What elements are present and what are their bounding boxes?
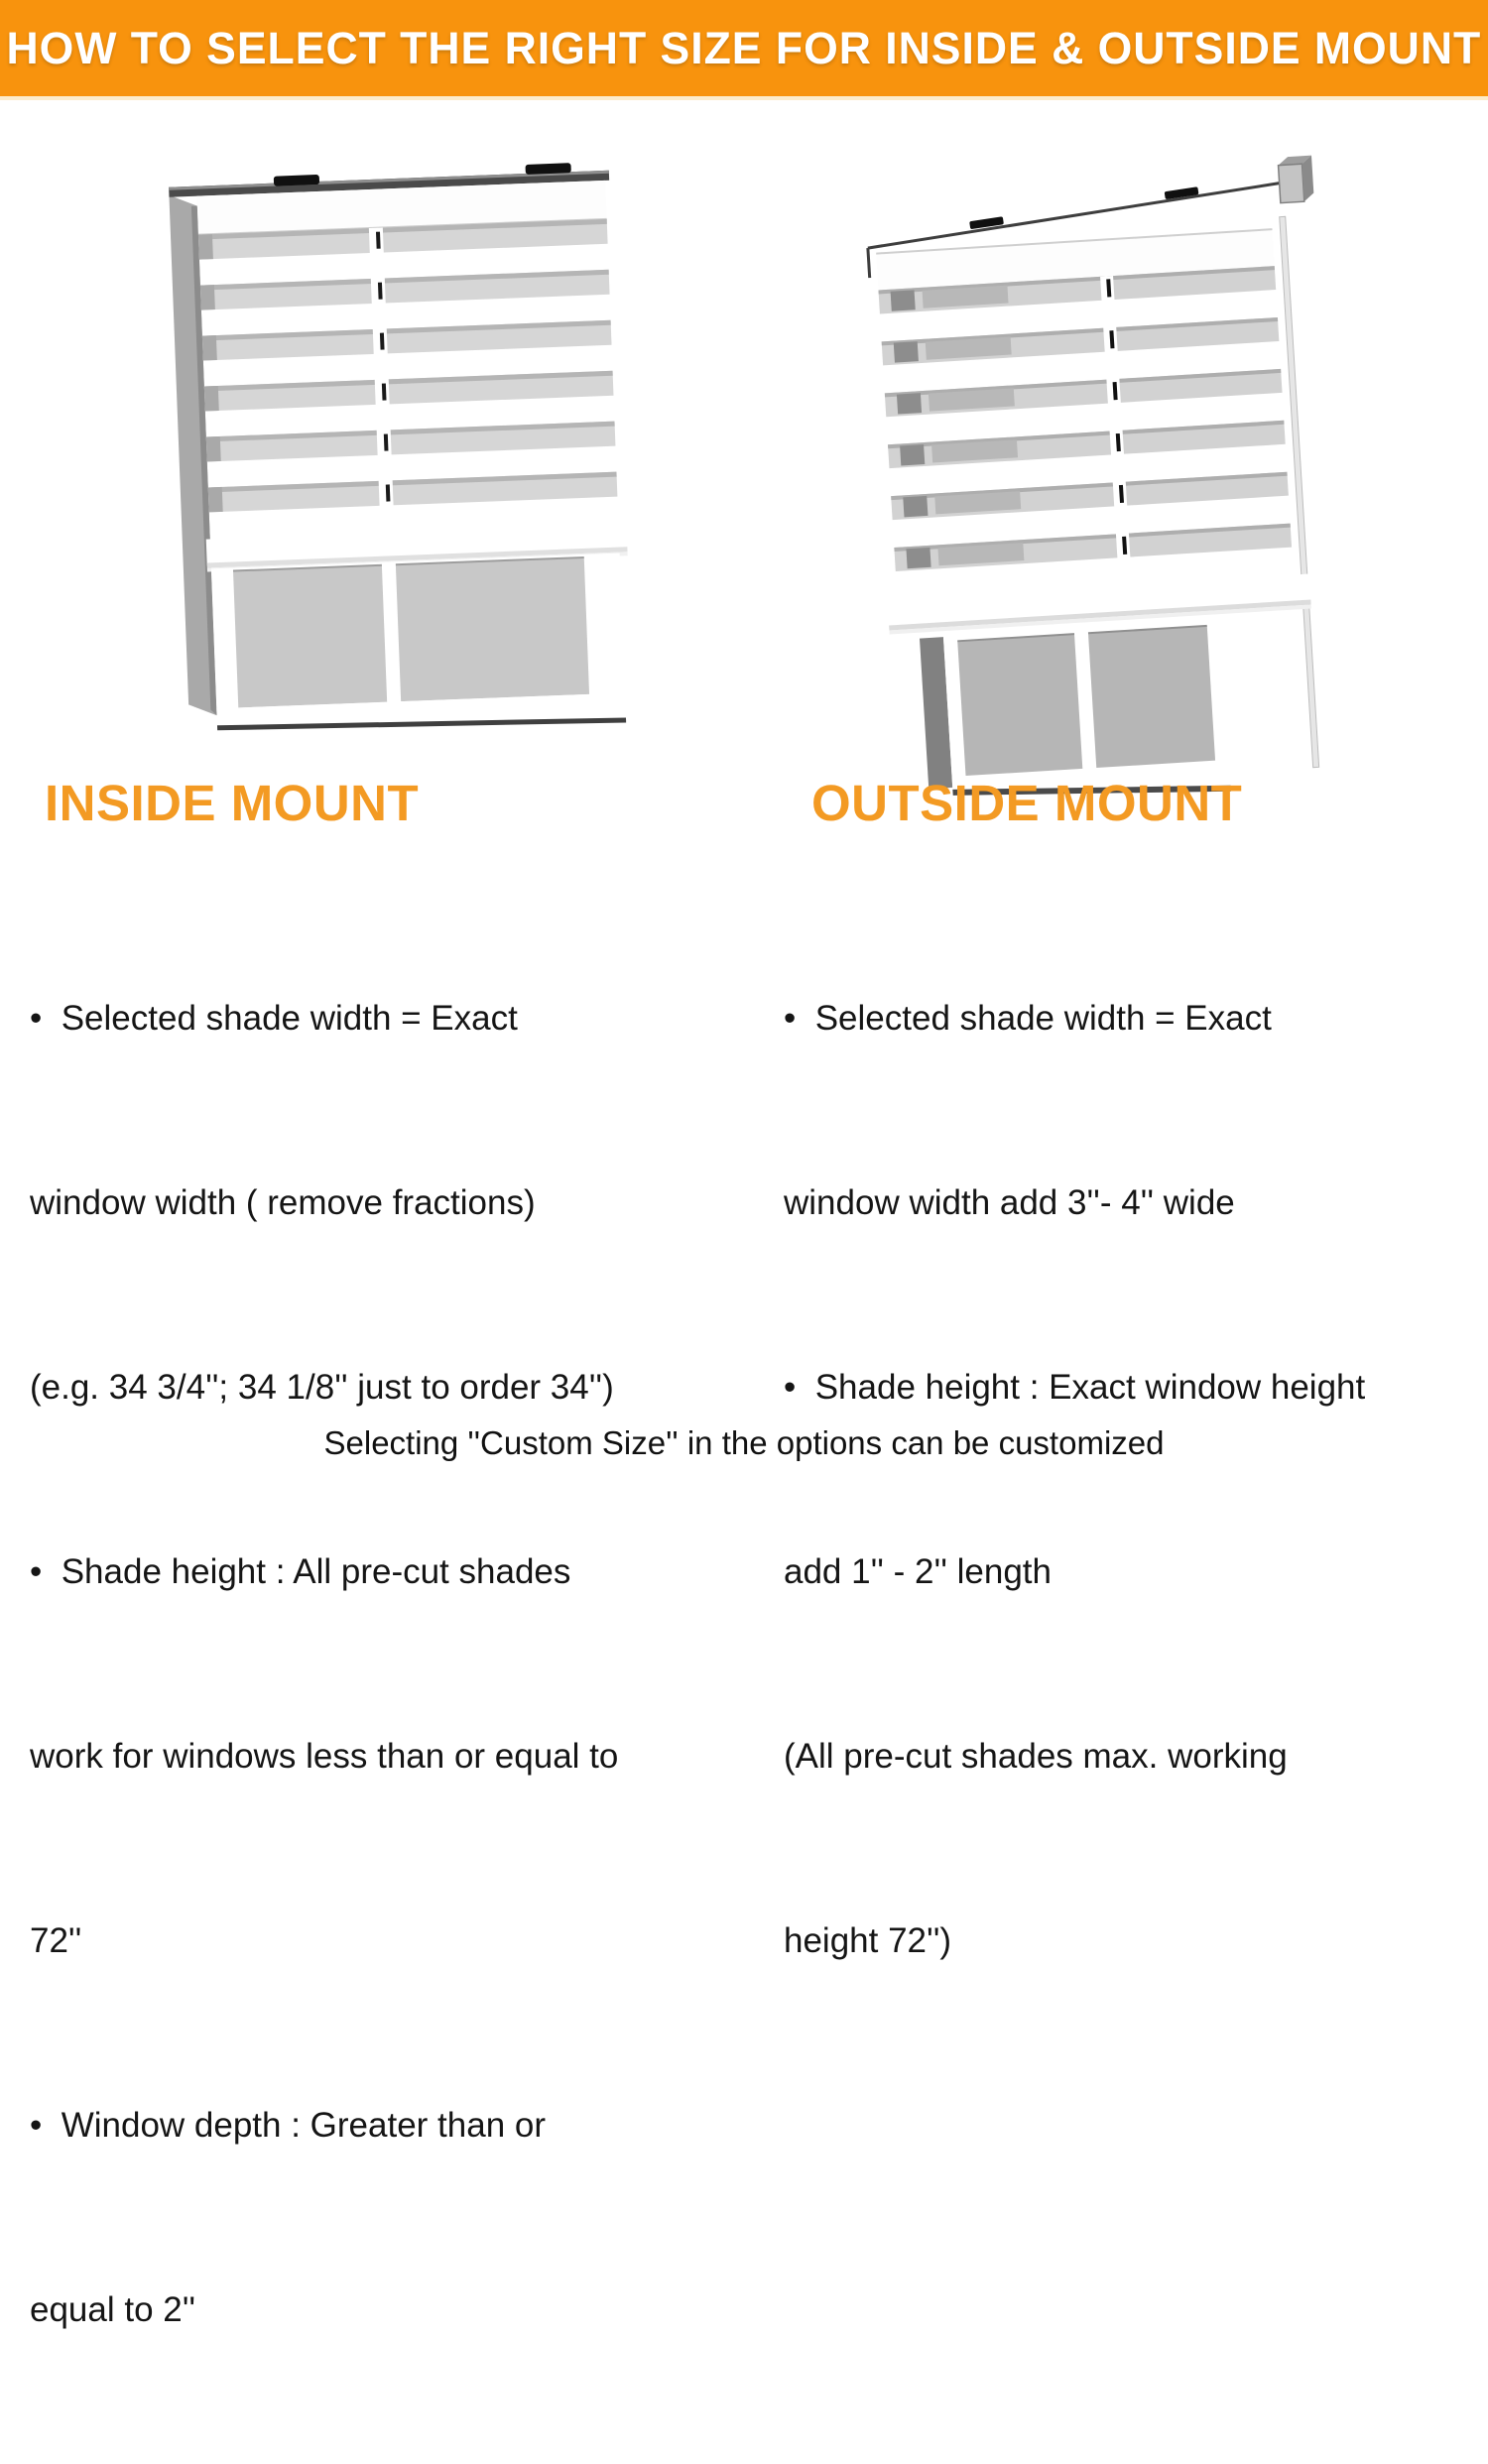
blind-bottom-bar — [888, 574, 1311, 635]
bullet-line: 72'' — [30, 1921, 82, 1960]
zebra-blind-bands — [878, 266, 1293, 597]
bullet-line: • Shade height : Exact window height — [784, 1368, 1366, 1407]
page-title: HOW TO SELECT THE RIGHT SIZE FOR INSIDE & OUTSIDE MOUNT — [6, 22, 1482, 73]
window-glass — [957, 634, 1082, 776]
inside-mount-text-column — [30, 865, 744, 2464]
bullet-line: equal to 2'' — [30, 2290, 196, 2329]
outside-mount-heading: OUTSIDE MOUNT — [811, 775, 1243, 831]
outside-mount-scene — [862, 156, 1350, 812]
inside-mount-heading: INSIDE MOUNT — [45, 775, 420, 831]
window-frame — [211, 554, 626, 739]
bullet-line: • Selected shade width = Exact — [784, 999, 1272, 1038]
bullet-line: • Selected shade width = Exact — [30, 999, 518, 1038]
bullet-line: (e.g. 34 3/4''; 34 1/8'' just to order 34'') — [30, 1368, 614, 1407]
bullet-line: • Shade height : All pre-cut shades — [30, 1552, 571, 1591]
custom-size-note: Selecting ''Custom Size'' in the options can be customized — [323, 1424, 1165, 1461]
bullet-line: add 1'' - 2'' length — [784, 1552, 1052, 1591]
inside-mount-scene — [169, 162, 634, 740]
window-glass — [1088, 626, 1215, 768]
window-glass — [233, 565, 387, 708]
bullet-line: • Window depth : Greater than or — [30, 2106, 547, 2145]
bullet-line: height 72'') — [784, 1921, 952, 1960]
bullet-line: work for windows less than or equal to — [30, 1737, 619, 1776]
outside-mount-text-column — [784, 865, 1478, 2095]
inside-mount-window-illustration — [167, 141, 633, 761]
window-glass — [396, 557, 589, 701]
bullet-line: (All pre-cut shades max. working — [784, 1737, 1288, 1776]
header-banner — [0, 0, 1488, 100]
bullet-line: window width add 3''- 4'' wide — [784, 1183, 1235, 1222]
bullet-line: window width ( remove fractions) — [30, 1183, 536, 1222]
outside-mount-window-illustration — [865, 137, 1341, 797]
mount-clip-icon — [525, 163, 570, 175]
zebra-blind-bands — [198, 219, 618, 539]
mount-clip-icon — [274, 175, 319, 186]
